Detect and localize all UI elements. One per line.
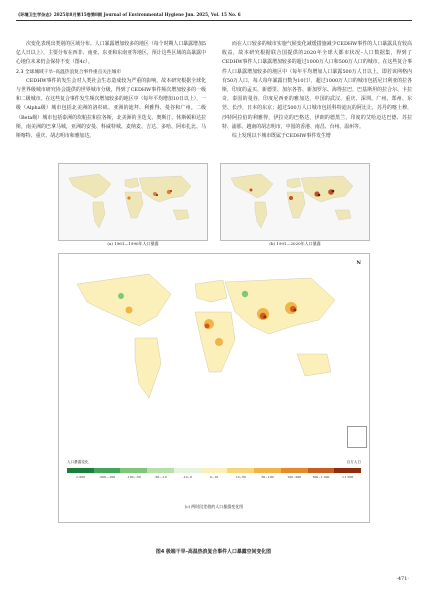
panel-c-label: (c) 两时段差值的人口暴露变化图 bbox=[184, 504, 244, 509]
legend-c-swatch bbox=[94, 468, 121, 473]
legend-c-tick: 10~50 bbox=[235, 475, 246, 479]
legend-c-tick: -50~-10 bbox=[154, 475, 167, 479]
legend-c-tick: -500~-100 bbox=[99, 475, 116, 479]
panel-b-label: (b) 1991—2020年人口暴露 bbox=[269, 241, 321, 246]
legend-c-swatch bbox=[281, 468, 308, 473]
legend-c-swatch bbox=[201, 468, 228, 473]
right-paragraph-2: 综上发现以下城市既属于CEDHW事件发生增 bbox=[232, 133, 331, 140]
right-paragraph-1: 而在人口较多的城市实施气候变化减缓措施减少CEDHW事件的人口暴露具有较高收益，故本研究根据联合国提供的2020年全球大都市状况–人口数据集，得到了CEDHW事件人口暴露增加较多的超过1000万人口和500万人口的城市。在这些复合事件人口暴露增加较多的地区中（每年平均增加人口暴露500万人日以上，即若该网格内有50万人口，每人每年暴露日数为10日），超过1000万人口的城市包括尼日利亚的拉各斯，印度的孟买、新德里、加尔各答、新加罗尔、海得拉巴，巴基斯坦的拉合尔、卡拉奇，泰国的曼谷，印度尼西亚的雅加达，中国的武汉、重庆、深圳、广州、郑州、东莞、长沙，日本的东京；超过500万人口城市包括科特迪瓦的阿比让，苏丹的喀土穆，沙特阿拉伯的利雅得，伊拉克的巴格达，伊朗的德黑兰，印度的艾哈迈达巴德、苏拉特、浦那，越南的胡志明市，中国的香港、南昌、台州、温州等。 bbox=[222, 41, 412, 130]
legend-c-swatch bbox=[120, 468, 147, 473]
legend-c-tick: 100~500 bbox=[287, 475, 302, 479]
legend-c-swatch bbox=[334, 468, 361, 473]
legend-c-tick: <-500 bbox=[75, 475, 85, 479]
legend-c-tick: >1 000 bbox=[342, 475, 354, 479]
legend-c-tick: 500~1 000 bbox=[312, 475, 330, 479]
section-heading: 2.3 全球城域干旱–高温热浪复合事件重点关注城市 bbox=[16, 69, 122, 75]
figure-4 bbox=[58, 163, 368, 543]
legend-c-swatch bbox=[254, 468, 281, 473]
left-paragraph-1: 次变化表现出类别的区域分布。人口暴露增加较多的地区（每个时期人口暴露增加5亿人日以上），主要分布在西非、南亚、东亚和东南亚等地区，预计这些区域的高暴露中心地位未来仍会保持不变（图4c）。 bbox=[16, 41, 206, 66]
south-china-sea-inset bbox=[347, 426, 367, 448]
legend-c bbox=[67, 460, 361, 479]
legend-c-swatch bbox=[308, 468, 335, 473]
journal-header: 《环境卫生学杂志》2025年8月第15卷第8期 Journal of Environmental Hygiene Jun. 2025, Vol. 15 No. 6 bbox=[16, 12, 412, 21]
world-map-c bbox=[59, 254, 369, 454]
legend-c-unit: 百万人日 bbox=[346, 460, 361, 464]
map-panel-a bbox=[58, 163, 208, 246]
legend-c-tick: -100~-50 bbox=[126, 475, 141, 479]
legend-c-swatch bbox=[227, 468, 254, 473]
legend-c-swatches bbox=[67, 468, 361, 473]
legend-c-ticks bbox=[67, 475, 361, 479]
legend-c-tick: 0~10 bbox=[209, 475, 219, 479]
figure-caption: 图4 极端干旱–高温热浪复合事件人口暴露空间变化图 bbox=[155, 549, 272, 555]
left-column bbox=[16, 40, 206, 141]
map-panel-b bbox=[220, 163, 370, 246]
legend-c-tick: 50~100 bbox=[261, 475, 274, 479]
left-paragraph-2: CEDHW事件的发生会对人类社会生态造成较为严重的影响，故本研究根据全球化与世界级城市研究协会提供的世界城市分级，得到了CEDHW事件频次增加较多的一级和二级城市。在这些复合事件发生频次增加较多的地区中（每年平均增加10日以上），一级（Alpha级）城市包括北美洲的洛杉矶、亚洲的迪拜、利雅得、曼谷和广州。二级（Beta级）城市包括泰洲的坎帕拉和拉各斯，北美洲的圣迭戈、奥斯汀、休斯顿和达拉斯，南美洲的巴拿马城，亚洲的安曼、科威特城、麦纳麦、吉达、多哈、阿布扎比、马斯喀特、重庆、胡志明市和雅加达。 bbox=[16, 77, 206, 140]
legend-c-tick: -10~0 bbox=[182, 475, 192, 479]
legend-c-title: 人口暴露变化 bbox=[67, 460, 89, 464]
right-column bbox=[222, 40, 412, 141]
panel-a-label: (a) 1961—1990年人口暴露 bbox=[107, 241, 159, 246]
north-arrow: N bbox=[356, 260, 361, 266]
map-panel-c bbox=[58, 253, 370, 523]
world-map-a bbox=[59, 164, 207, 240]
legend-c-swatch bbox=[147, 468, 174, 473]
world-map-b bbox=[221, 164, 369, 240]
page-number: ·471· bbox=[396, 576, 409, 582]
legend-c-swatch bbox=[67, 468, 94, 473]
legend-c-swatch bbox=[174, 468, 201, 473]
